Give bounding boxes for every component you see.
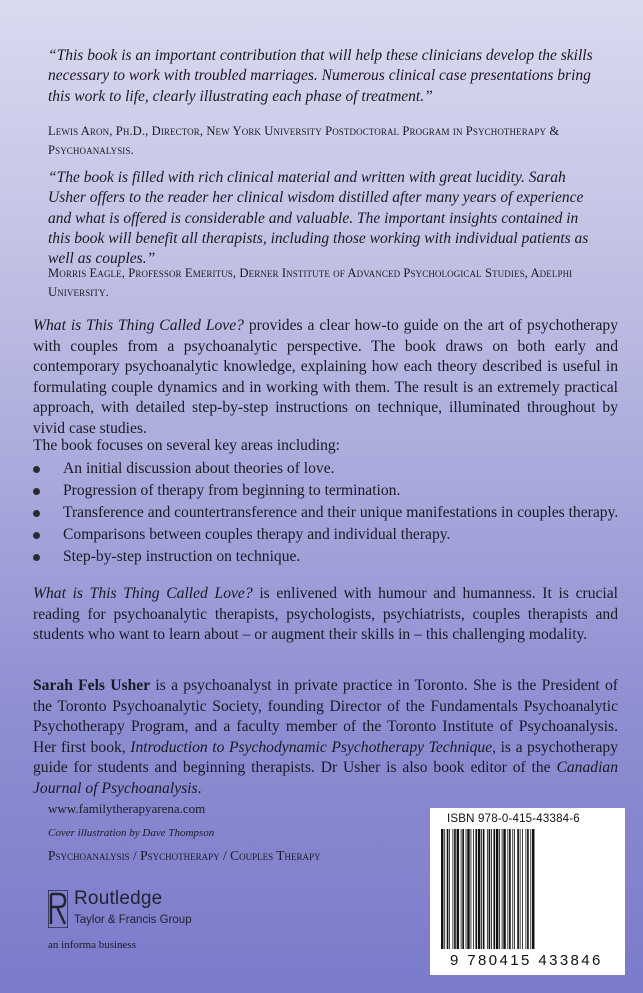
bullet-dot-icon (33, 554, 40, 561)
key-areas-list (33, 459, 623, 569)
list-item: Transference and countertransference and their unique manifestations in couples therapy. (33, 503, 623, 524)
cover-credit: Cover illustration by Dave Thompson (48, 827, 215, 839)
attribution-eagle: Morris Eagle, Professor Emeritus, Derner Institute of Advanced Psychological Studies, Adelphi University. (48, 266, 573, 299)
book-title: What is This Thing Called Love? (33, 585, 253, 602)
informa-tagline: an informa business (48, 939, 136, 951)
quote-eagle: “The book is filled with rich clinical material and written with great lucidity. Sarah Usher offers to the reader her clinical wisdom distilled after many years of experience and what is offered is considerable and valuable. The important insights contained in this book will benefit all therapists, including those working with individual patients as well as couples.” (48, 169, 589, 268)
list-item: Comparisons between couples therapy and individual therapy. (33, 525, 623, 546)
bullet-dot-icon (33, 466, 40, 473)
focus-intro: The book focuses on several key areas including: (33, 437, 341, 454)
author-name: Sarah Fels Usher (33, 677, 151, 694)
bullet-dot-icon (33, 510, 40, 517)
list-item: An initial discussion about theories of love. (33, 459, 623, 480)
attribution-aron: Lewis Aron, Ph.D., Director, New York University Postdoctoral Program in Psychotherapy & Psychoanalysis. (48, 124, 560, 157)
first-book-title: Introduction to Psychodynamic Psychotherapy Technique, (130, 738, 497, 756)
description-text: provides a clear how-to guide on the art of psychotherapy with couples from a psychoanalytic perspective. The book draws on both early and contemporary psychoanalytic knowledge, explaining how each theory described is useful in formulating couple dynamics and in working with them. The result is an extremely practical approach, with detailed step-by-step instructions on technique, illuminated throughout by vivid case studies. (33, 317, 618, 437)
routledge-logo-icon (48, 890, 68, 928)
quote-aron: “This book is an important contribution that will help these clinicians develop the skills necessary to work with troubled marriages. Numerous clinical case presentations bring this work to life, clearly illustrating each phase of treatment.” (48, 47, 593, 105)
isbn-label: ISBN 978-0-415-43384-6 (447, 813, 580, 825)
summary-paragraph (33, 584, 618, 646)
book-title: What is This Thing Called Love? (33, 317, 244, 334)
website-link[interactable]: www.familytherapyarena.com (48, 801, 206, 816)
barcode-icon (441, 829, 615, 953)
summary-text: is enlivened with humour and humanness. It is crucial reading for psychoanalytic therapists, psychologists, psychiatrists, couples therapists and students who want to learn about – or augment their skills in – this challenging modality. (33, 585, 619, 643)
publisher-name: Routledge (74, 888, 163, 909)
barcode-digits: 9 780415 433846 (450, 952, 603, 969)
journal-title: Canadian Journal of Psychoanalysis (33, 759, 618, 797)
bullet-dot-icon (33, 532, 40, 539)
isbn-barcode (430, 808, 625, 975)
description-paragraph (33, 316, 618, 439)
bullet-dot-icon (33, 488, 40, 495)
subject-categories: Psychoanalysis / Psychotherapy / Couples Therapy (48, 848, 321, 863)
list-item: Progression of therapy from beginning to termination. (33, 481, 623, 502)
list-item: Step-by-step instruction on technique. (33, 547, 623, 568)
author-bio: Sarah Fels Usher is a psychoanalyst in private practice in Toronto. She is the President of the Toronto Psychoanalytic Society, founding Director of the Fundamentals Psychoanalytic Psychotherapy Program, and a faculty member of the Toronto Institute of Psychoanalysis. Her first book, Introduction to Psychodynamic Psychotherapy Technique, is a psychotherapy guide for students and beginning therapists. Dr Usher is also book editor of the Canadian Journal of Psychoanalysis. (33, 677, 618, 797)
publisher-group: Taylor & Francis Group (74, 914, 192, 926)
